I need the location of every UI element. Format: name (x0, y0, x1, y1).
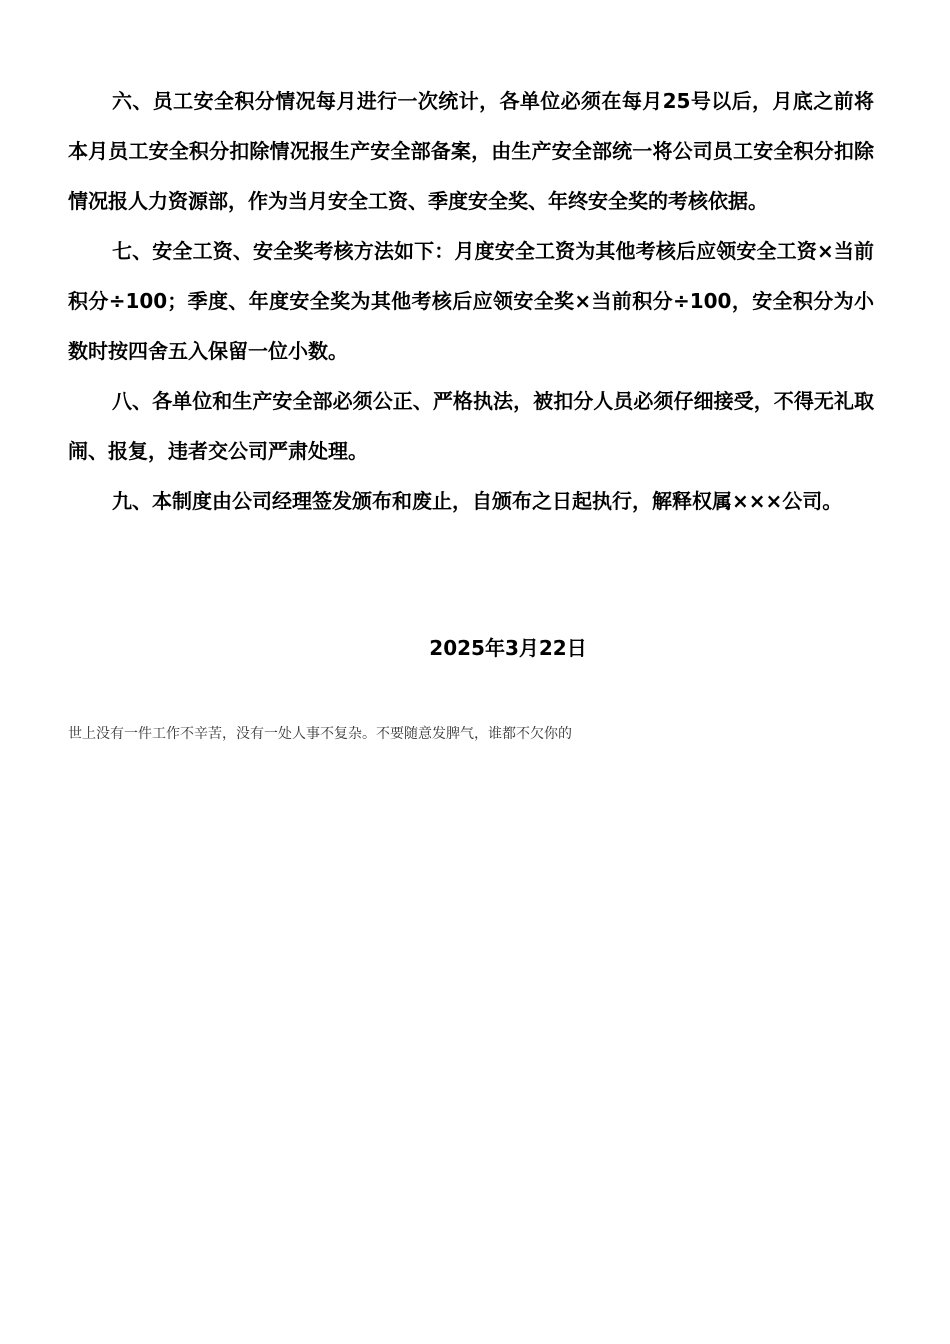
paragraph-seven: 七、安全工资、安全奖考核方法如下：月度安全工资为其他考核后应领安全工资×当前积分÷100；季度、年度安全奖为其他考核后应领安全奖×当前积分÷100，安全积分为小数时按四舍五入保留一位小数。 (68, 239, 874, 363)
paragraph-six: 六、员工安全积分情况每月进行一次统计，各单位必须在每月25号以后，月底之前将本月员工安全积分扣除情况报生产安全部备案，由生产安全部统一将公司员工安全积分扣除情况报人力资源部，作为当月安全工资、季度安全奖、年终安全奖的考核依据。 (68, 89, 874, 213)
paragraph-eight: 八、各单位和生产安全部必须公正、严格执法，被扣分人员必须仔细接受，不得无礼取闹、报复，违者交公司严肃处理。 (68, 389, 874, 463)
document-body (68, 76, 874, 526)
document-date: 2025年3月22日 (429, 636, 587, 660)
footer-note: 世上没有一件工作不辛苦，没有一处人事不复杂。不要随意发脾气，谁都不欠你的 (68, 726, 572, 742)
paragraph-nine: 九、本制度由公司经理签发颁布和废止，自颁布之日起执行，解释权属×××公司。 (112, 489, 843, 513)
